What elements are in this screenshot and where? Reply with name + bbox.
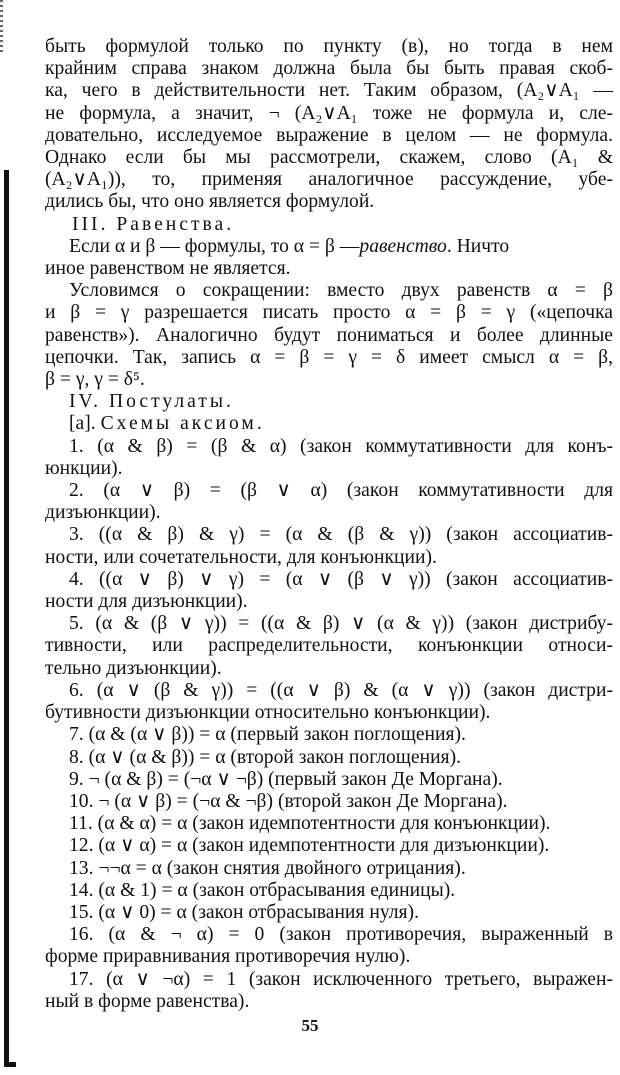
text-line	[45, 902, 613, 924]
text-line	[45, 613, 613, 635]
axiom-number: 7.	[69, 724, 84, 746]
axiom-item	[45, 724, 613, 746]
axiom-text: (α & ¬ α) = 0 (закон противоречия, выраженный в	[108, 924, 614, 946]
paragraph-chain-convention	[45, 280, 613, 391]
axiom-text: ¬¬α = α (закон снятия двойного отрицания).	[98, 857, 466, 879]
axiom-number: 16.	[69, 924, 94, 946]
axiom-text: (α & (α ∨ β)) = α (первый закон поглощения).	[88, 724, 466, 746]
axiom-number: 3.	[69, 524, 84, 546]
axiom-text: (α & α) = α (закон идемпотентности для конъюнкции).	[97, 813, 551, 835]
text-line: и β = γ разрешается писать просто α = β = γ («цепочка	[45, 302, 613, 324]
text-line: Условимся о сокращении: вместо двух равенств α = β	[69, 280, 613, 302]
axiom-number: 9.	[69, 768, 84, 790]
text-line: бутивности дизъюнкции относительно конъюнкции).	[45, 702, 491, 724]
axiom-item	[45, 969, 613, 1013]
axiom-number: 1.	[69, 435, 84, 457]
axiom-item	[45, 524, 613, 568]
text-line: дились бы, что оно является формулой.	[45, 191, 375, 213]
axiom-item	[45, 791, 613, 813]
text-line: тивности, или распределительности, конъюнкции относи-	[45, 635, 613, 657]
text-line	[45, 747, 613, 769]
subsection-heading-axiom-schemes	[45, 413, 613, 435]
axiom-number: 13.	[69, 857, 94, 879]
text-segment: Если α и β — формулы, то α = β —	[69, 235, 360, 257]
axiom-item	[45, 902, 613, 924]
scan-edge-marks	[0, 0, 3, 52]
book-page	[45, 36, 613, 1013]
text-line: крайним справа знаком должна была бы быть правая скоб-	[45, 58, 613, 80]
axiom-text: ((α ∨ β) ∨ γ) = (α ∨ (β ∨ γ)) (закон ассоциатив-	[99, 568, 613, 590]
page-number: 55	[301, 1016, 319, 1035]
text-line: Однако если бы мы рассмотрели, скажем, слово (A₁ &	[45, 147, 613, 169]
axiom-number: 12.	[69, 835, 94, 857]
text-line: ности, или сочетательности, для конъюнкции).	[45, 546, 437, 568]
paragraph-formula-analysis	[45, 36, 613, 214]
axiom-number: 15.	[69, 901, 94, 923]
text-line	[45, 969, 613, 991]
axiom-item	[45, 613, 613, 680]
text-segment: . Ничто	[446, 235, 510, 257]
text-line: не формула, а значит, ¬ (A₂∨A₁ тоже не формула и, сле-	[45, 102, 613, 124]
axiom-item	[45, 924, 613, 968]
text-line: β = γ, γ = δ⁵.	[45, 369, 145, 391]
axiom-number: 11.	[69, 813, 93, 835]
axiom-number: 5.	[69, 613, 84, 635]
axiom-text: (α ∨ β) = (β ∨ α) (закон коммутативности для	[103, 480, 614, 502]
term-equality: равенство	[359, 235, 447, 257]
text-line: ный в форме равенства).	[45, 990, 250, 1012]
axiom-text: (α ∨ α) = α (закон идемпотентности для дизъюнкции).	[98, 835, 550, 857]
axiom-number: 8.	[69, 746, 84, 768]
text-line	[45, 724, 613, 746]
paragraph-equality-definition	[45, 236, 613, 280]
text-line: ности для дизъюнкции).	[45, 591, 248, 613]
text-line	[45, 813, 613, 835]
text-line	[45, 880, 613, 902]
text-line	[45, 236, 613, 258]
text-line	[45, 436, 613, 458]
axiom-item	[45, 680, 613, 724]
text-line: равенств»). Аналогично будут пониматься и более длинные	[45, 324, 613, 346]
axiom-number: 4.	[69, 568, 84, 590]
subsection-title: Схемы аксиом.	[100, 413, 265, 435]
text-line	[45, 524, 613, 546]
axiom-item	[45, 813, 613, 835]
axiom-text: (α & (β ∨ γ)) = ((α & β) ∨ (α & γ)) (закон дистрибу-	[95, 613, 613, 635]
axiom-item	[45, 858, 613, 880]
text-line	[45, 680, 613, 702]
page-margin-rule-foot	[4, 1062, 16, 1067]
axiom-item	[45, 880, 613, 902]
text-line: дизъюнкции).	[45, 502, 161, 524]
text-line: цепочки. Так, запись α = β = γ = δ имеет смысл α = β,	[45, 346, 613, 368]
text-line	[45, 791, 613, 813]
text-line: (A₂∨A₁)), то, применяя аналогичное рассуждение, убе-	[45, 169, 613, 191]
text-line	[45, 835, 613, 857]
axiom-text: (α ∨ (α & β)) = α (второй закон поглощения).	[88, 746, 461, 768]
text-line	[45, 480, 613, 502]
text-line: ка, чего в действительности нет. Таким образом, (A₂∨A₁ —	[45, 80, 613, 102]
page-margin-rule	[4, 170, 9, 1065]
text-line	[45, 569, 613, 591]
section-heading-equalities: III. Равенства.	[72, 213, 235, 235]
axiom-text: (α & 1) = α (закон отбрасывания единицы).	[98, 879, 456, 901]
text-line	[45, 858, 613, 880]
axiom-text: ¬ (α ∨ β) = (¬α & ¬β) (второй закон Де Моргана).	[98, 790, 508, 812]
axiom-number: 2.	[69, 480, 84, 502]
axiom-item	[45, 436, 613, 480]
subsection-prefix: [a].	[69, 413, 96, 435]
axiom-number: 6.	[69, 679, 84, 701]
text-line	[45, 769, 613, 791]
axiom-list	[45, 436, 613, 1013]
axiom-number: 10.	[69, 790, 94, 812]
axiom-text: (α ∨ ¬α) = 1 (закон исключенного третьего, выражен-	[106, 968, 613, 990]
text-line: иное равенством не является.	[45, 258, 291, 280]
axiom-item	[45, 569, 613, 613]
axiom-item	[45, 747, 613, 769]
text-line: тельно дизъюнкции).	[45, 657, 222, 679]
text-line	[45, 924, 613, 946]
axiom-item	[45, 835, 613, 857]
axiom-text: (α & β) = (β & α) (закон коммутативности для конъ-	[97, 435, 613, 457]
text-line: быть формулой только по пункту (в), но тогда в нем	[45, 36, 613, 57]
axiom-item	[45, 769, 613, 791]
axiom-text: ((α & β) & γ) = (α & (β & γ)) (закон ассоциатив-	[98, 524, 614, 546]
axiom-text: (α ∨ 0) = α (закон отбрасывания нуля).	[98, 901, 419, 923]
axiom-text: (α ∨ (β & γ)) = ((α ∨ β) & (α ∨ γ)) (закон дистри-	[96, 679, 613, 701]
axiom-item	[45, 480, 613, 524]
axiom-number: 17.	[69, 968, 94, 990]
axiom-text: ¬ (α & β) = (¬α ∨ ¬β) (первый закон Де Моргана).	[88, 768, 503, 790]
axiom-number: 14.	[69, 879, 94, 901]
text-line: форме приравнивания противоречия нулю).	[45, 946, 411, 968]
text-line: юнкции).	[45, 457, 123, 479]
text-line: довательно, исследуемое выражение в целом — не формула.	[45, 124, 613, 146]
section-heading-postulates: IV. Постулаты.	[69, 391, 234, 413]
